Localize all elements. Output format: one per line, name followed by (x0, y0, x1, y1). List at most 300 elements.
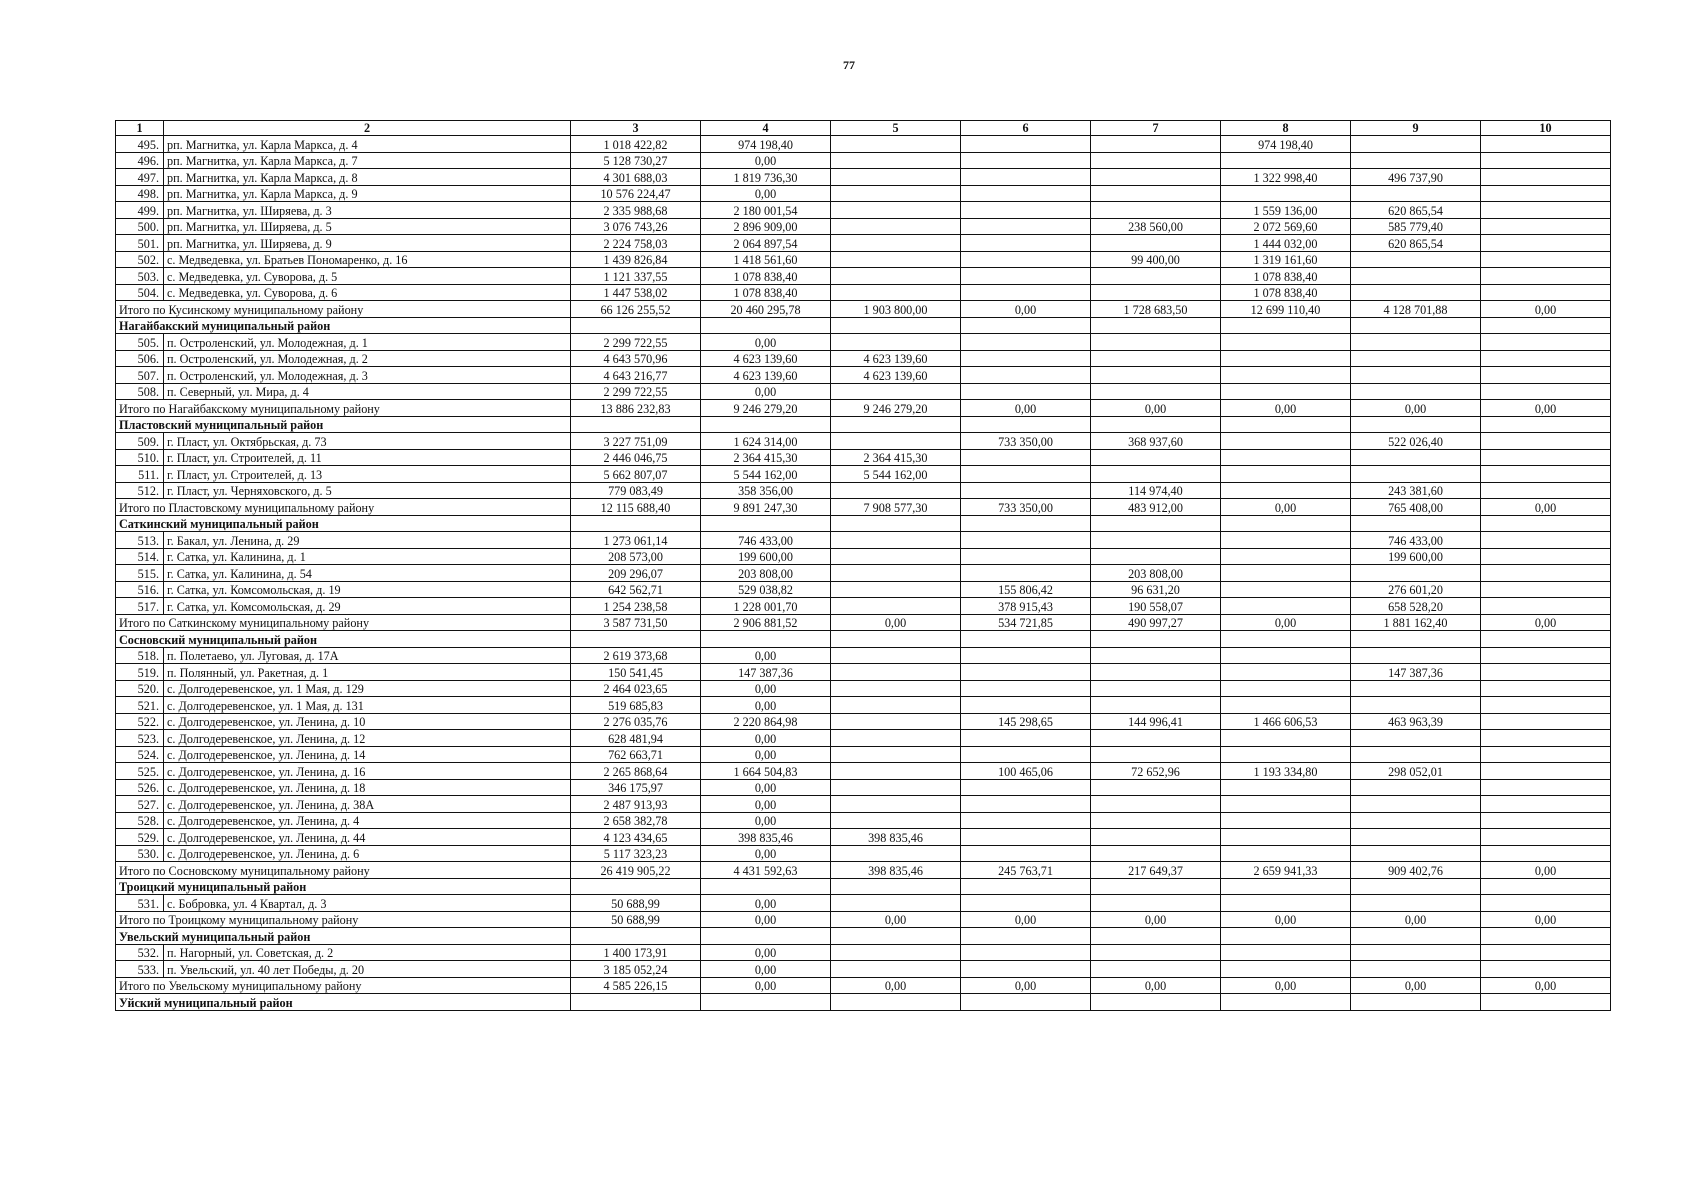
empty-cell (571, 994, 701, 1011)
column-number-header: 2 (164, 121, 571, 136)
amount-cell (1091, 647, 1221, 664)
total-amount-cell: 0,00 (701, 911, 831, 928)
empty-cell (1351, 317, 1481, 334)
amount-cell (961, 185, 1091, 202)
amount-cell (1221, 746, 1351, 763)
amount-cell (961, 895, 1091, 912)
table-row (116, 284, 1611, 301)
amount-cell: 1 559 136,00 (1221, 202, 1351, 219)
amount-cell (1091, 829, 1221, 846)
amount-cell: 0,00 (701, 746, 831, 763)
region-heading: Пластовский муниципальный район (116, 416, 571, 433)
amount-cell (1351, 944, 1481, 961)
amount-cell: 114 974,40 (1091, 482, 1221, 499)
row-number: 526. (116, 779, 164, 796)
amount-cell (1481, 713, 1611, 730)
amount-cell (961, 845, 1091, 862)
total-amount-cell: 20 460 295,78 (701, 301, 831, 318)
empty-cell (1091, 928, 1221, 945)
amount-cell (1091, 284, 1221, 301)
table-row (116, 152, 1611, 169)
table-row (116, 482, 1611, 499)
region-heading: Увельский муниципальный район (116, 928, 571, 945)
amount-cell (1091, 697, 1221, 714)
amount-cell: 346 175,97 (571, 779, 701, 796)
amount-cell: 2 619 373,68 (571, 647, 701, 664)
amount-cell (1481, 251, 1611, 268)
empty-cell (701, 631, 831, 648)
total-amount-cell: 0,00 (1221, 977, 1351, 994)
amount-cell (961, 961, 1091, 978)
amount-cell: 72 652,96 (1091, 763, 1221, 780)
amount-cell (1351, 961, 1481, 978)
empty-cell (1221, 878, 1351, 895)
total-amount-cell: 0,00 (1351, 400, 1481, 417)
amount-cell: 762 663,71 (571, 746, 701, 763)
empty-cell (1351, 416, 1481, 433)
amount-cell (831, 763, 961, 780)
amount-cell: 1 444 032,00 (1221, 235, 1351, 252)
amount-cell: 1 078 838,40 (1221, 284, 1351, 301)
amount-cell: 746 433,00 (1351, 532, 1481, 549)
address-cell: с. Медведевка, ул. Суворова, д. 5 (164, 268, 571, 285)
empty-cell (1091, 878, 1221, 895)
address-cell: с. Долгодеревенское, ул. Ленина, д. 44 (164, 829, 571, 846)
amount-cell (831, 796, 961, 813)
amount-cell (961, 482, 1091, 499)
row-number: 507. (116, 367, 164, 384)
empty-cell (1221, 994, 1351, 1011)
amount-cell: 1 319 161,60 (1221, 251, 1351, 268)
region-heading: Троицкий муниципальный район (116, 878, 571, 895)
amount-cell (1351, 647, 1481, 664)
row-number: 533. (116, 961, 164, 978)
row-number: 496. (116, 152, 164, 169)
amount-cell (1481, 136, 1611, 153)
amount-cell (1481, 730, 1611, 747)
amount-cell: 0,00 (701, 895, 831, 912)
empty-cell (1091, 994, 1221, 1011)
total-amount-cell: 0,00 (1481, 499, 1611, 516)
row-number: 524. (116, 746, 164, 763)
amount-cell (831, 581, 961, 598)
total-amount-cell: 26 419 905,22 (571, 862, 701, 879)
amount-cell (1221, 548, 1351, 565)
amount-cell (961, 944, 1091, 961)
amount-cell: 4 643 570,96 (571, 350, 701, 367)
amount-cell (961, 647, 1091, 664)
amount-cell: 4 623 139,60 (701, 350, 831, 367)
amount-cell: 5 128 730,27 (571, 152, 701, 169)
total-amount-cell: 0,00 (1221, 499, 1351, 516)
amount-cell (1351, 334, 1481, 351)
amount-cell: 658 528,20 (1351, 598, 1481, 615)
amount-cell: 2 335 988,68 (571, 202, 701, 219)
empty-cell (1091, 416, 1221, 433)
amount-cell: 1 400 173,91 (571, 944, 701, 961)
amount-cell (1221, 367, 1351, 384)
amount-cell (1351, 812, 1481, 829)
table-row (116, 664, 1611, 681)
address-cell: рп. Магнитка, ул. Карла Маркса, д. 8 (164, 169, 571, 186)
row-number: 518. (116, 647, 164, 664)
address-cell: г. Сатка, ул. Калинина, д. 1 (164, 548, 571, 565)
row-number: 503. (116, 268, 164, 285)
amount-cell (961, 829, 1091, 846)
total-amount-cell: 2 906 881,52 (701, 614, 831, 631)
address-cell: с. Долгодеревенское, ул. Ленина, д. 16 (164, 763, 571, 780)
amount-cell (1221, 185, 1351, 202)
amount-cell (961, 152, 1091, 169)
empty-cell (571, 631, 701, 648)
amount-cell (1481, 697, 1611, 714)
amount-cell: 96 631,20 (1091, 581, 1221, 598)
total-amount-cell: 9 891 247,30 (701, 499, 831, 516)
amount-cell: 0,00 (701, 796, 831, 813)
amount-cell (1481, 383, 1611, 400)
amount-cell (1481, 449, 1611, 466)
total-amount-cell: 0,00 (1481, 614, 1611, 631)
amount-cell (831, 334, 961, 351)
total-amount-cell: 0,00 (1091, 400, 1221, 417)
amount-cell (1481, 664, 1611, 681)
empty-cell (1351, 878, 1481, 895)
amount-cell (831, 185, 961, 202)
table-row (116, 713, 1611, 730)
amount-cell (1091, 796, 1221, 813)
total-amount-cell: 66 126 255,52 (571, 301, 701, 318)
amount-cell (1481, 829, 1611, 846)
amount-cell (1481, 961, 1611, 978)
amount-cell (1481, 944, 1611, 961)
row-number: 505. (116, 334, 164, 351)
address-cell: с. Медведевка, ул. Суворова, д. 6 (164, 284, 571, 301)
amount-cell (961, 383, 1091, 400)
amount-cell: 0,00 (701, 730, 831, 747)
amount-cell: 208 573,00 (571, 548, 701, 565)
amount-cell (961, 548, 1091, 565)
address-cell: г. Пласт, ул. Строителей, д. 13 (164, 466, 571, 483)
empty-cell (1481, 878, 1611, 895)
amount-cell (1091, 664, 1221, 681)
amount-cell (961, 169, 1091, 186)
total-label: Итого по Нагайбакскому муниципальному району (116, 400, 571, 417)
total-amount-cell: 0,00 (1481, 977, 1611, 994)
row-number: 514. (116, 548, 164, 565)
total-amount-cell: 765 408,00 (1351, 499, 1481, 516)
amount-cell (831, 647, 961, 664)
amount-cell (1221, 796, 1351, 813)
amount-cell: 276 601,20 (1351, 581, 1481, 598)
amount-cell: 0,00 (701, 152, 831, 169)
total-amount-cell: 0,00 (1221, 911, 1351, 928)
amount-cell: 1 624 314,00 (701, 433, 831, 450)
total-amount-cell: 7 908 577,30 (831, 499, 961, 516)
address-cell: с. Долгодеревенское, ул. Ленина, д. 6 (164, 845, 571, 862)
amount-cell: 529 038,82 (701, 581, 831, 598)
amount-cell (1481, 218, 1611, 235)
amount-cell (1351, 284, 1481, 301)
column-number-header: 1 (116, 121, 164, 136)
amount-cell: 2 896 909,00 (701, 218, 831, 235)
amount-cell: 10 576 224,47 (571, 185, 701, 202)
region-row (116, 994, 1611, 1011)
amount-cell (961, 218, 1091, 235)
amount-cell: 0,00 (701, 185, 831, 202)
amount-cell (1351, 136, 1481, 153)
empty-cell (831, 317, 961, 334)
financing-table (115, 120, 1611, 1011)
empty-cell (1091, 317, 1221, 334)
amount-cell: 5 544 162,00 (831, 466, 961, 483)
amount-cell: 1 254 238,58 (571, 598, 701, 615)
amount-cell (831, 598, 961, 615)
amount-cell: 100 465,06 (961, 763, 1091, 780)
row-number: 527. (116, 796, 164, 813)
amount-cell: 398 835,46 (831, 829, 961, 846)
row-number: 500. (116, 218, 164, 235)
address-cell: г. Пласт, ул. Октябрьская, д. 73 (164, 433, 571, 450)
column-number-header: 3 (571, 121, 701, 136)
amount-cell (1481, 202, 1611, 219)
table-row (116, 730, 1611, 747)
table-row (116, 796, 1611, 813)
table-row (116, 235, 1611, 252)
empty-cell (1481, 515, 1611, 532)
amount-cell: 2 364 415,30 (701, 449, 831, 466)
row-number: 515. (116, 565, 164, 582)
amount-cell (961, 251, 1091, 268)
amount-cell (1091, 730, 1221, 747)
amount-cell (1091, 845, 1221, 862)
amount-cell: 2 464 023,65 (571, 680, 701, 697)
empty-cell (1351, 994, 1481, 1011)
row-number: 519. (116, 664, 164, 681)
amount-cell (1351, 845, 1481, 862)
region-row (116, 878, 1611, 895)
amount-cell (1221, 565, 1351, 582)
amount-cell (961, 680, 1091, 697)
total-amount-cell: 2 659 941,33 (1221, 862, 1351, 879)
table-row (116, 218, 1611, 235)
total-amount-cell: 733 350,00 (961, 499, 1091, 516)
amount-cell: 2 220 864,98 (701, 713, 831, 730)
amount-cell: 3 185 052,24 (571, 961, 701, 978)
empty-cell (961, 928, 1091, 945)
amount-cell (1221, 647, 1351, 664)
row-number: 506. (116, 350, 164, 367)
amount-cell: 1 447 538,02 (571, 284, 701, 301)
amount-cell (831, 152, 961, 169)
row-number: 529. (116, 829, 164, 846)
table-row (116, 350, 1611, 367)
table-row (116, 779, 1611, 796)
amount-cell (1351, 697, 1481, 714)
amount-cell (1481, 565, 1611, 582)
total-row (116, 911, 1611, 928)
amount-cell (831, 680, 961, 697)
amount-cell: 0,00 (701, 647, 831, 664)
total-amount-cell: 4 585 226,15 (571, 977, 701, 994)
address-cell: с. Медведевка, ул. Братьев Пономаренко, д. 16 (164, 251, 571, 268)
amount-cell: 2 064 897,54 (701, 235, 831, 252)
total-amount-cell: 0,00 (1351, 977, 1481, 994)
amount-cell (1481, 763, 1611, 780)
amount-cell (1221, 845, 1351, 862)
amount-cell (961, 779, 1091, 796)
amount-cell: 2 299 722,55 (571, 334, 701, 351)
amount-cell (961, 235, 1091, 252)
total-amount-cell: 4 128 701,88 (1351, 301, 1481, 318)
amount-cell: 190 558,07 (1091, 598, 1221, 615)
amount-cell: 746 433,00 (701, 532, 831, 549)
amount-cell (1091, 334, 1221, 351)
row-number: 497. (116, 169, 164, 186)
amount-cell: 2 658 382,78 (571, 812, 701, 829)
table-row (116, 763, 1611, 780)
amount-cell (1221, 581, 1351, 598)
address-cell: с. Долгодеревенское, ул. Ленина, д. 14 (164, 746, 571, 763)
row-number: 528. (116, 812, 164, 829)
row-number: 501. (116, 235, 164, 252)
row-number: 495. (116, 136, 164, 153)
address-cell: п. Нагорный, ул. Советская, д. 2 (164, 944, 571, 961)
amount-cell: 620 865,54 (1351, 235, 1481, 252)
empty-cell (1221, 416, 1351, 433)
amount-cell: 1 466 606,53 (1221, 713, 1351, 730)
address-cell: с. Долгодеревенское, ул. 1 Мая, д. 129 (164, 680, 571, 697)
amount-cell (961, 730, 1091, 747)
amount-cell (961, 367, 1091, 384)
address-cell: п. Остроленский, ул. Молодежная, д. 1 (164, 334, 571, 351)
address-cell: п. Полетаево, ул. Луговая, д. 17А (164, 647, 571, 664)
empty-cell (701, 416, 831, 433)
amount-cell (1221, 779, 1351, 796)
amount-cell (831, 268, 961, 285)
total-amount-cell: 3 587 731,50 (571, 614, 701, 631)
table-row (116, 449, 1611, 466)
amount-cell (1091, 383, 1221, 400)
table-row (116, 268, 1611, 285)
amount-cell (1091, 449, 1221, 466)
total-amount-cell: 0,00 (961, 977, 1091, 994)
table-row (116, 202, 1611, 219)
empty-cell (831, 994, 961, 1011)
amount-cell (1351, 565, 1481, 582)
amount-cell (1221, 334, 1351, 351)
amount-cell: 1 078 838,40 (701, 268, 831, 285)
amount-cell (1091, 466, 1221, 483)
address-cell: с. Долгодеревенское, ул. Ленина, д. 18 (164, 779, 571, 796)
amount-cell (831, 532, 961, 549)
column-number-header: 4 (701, 121, 831, 136)
amount-cell (831, 961, 961, 978)
amount-cell (1221, 532, 1351, 549)
empty-cell (1221, 515, 1351, 532)
amount-cell: 199 600,00 (701, 548, 831, 565)
table-row (116, 383, 1611, 400)
row-number: 504. (116, 284, 164, 301)
amount-cell: 243 381,60 (1351, 482, 1481, 499)
column-number-header: 8 (1221, 121, 1351, 136)
amount-cell: 0,00 (701, 383, 831, 400)
address-cell: рп. Магнитка, ул. Карла Маркса, д. 4 (164, 136, 571, 153)
amount-cell: 585 779,40 (1351, 218, 1481, 235)
amount-cell: 0,00 (701, 334, 831, 351)
amount-cell (1351, 350, 1481, 367)
region-heading: Саткинский муниципальный район (116, 515, 571, 532)
total-label: Итого по Троицкому муниципальному району (116, 911, 571, 928)
table-row (116, 185, 1611, 202)
empty-cell (1221, 928, 1351, 945)
amount-cell (831, 433, 961, 450)
amount-cell: 2 276 035,76 (571, 713, 701, 730)
amount-cell (1481, 350, 1611, 367)
row-number: 512. (116, 482, 164, 499)
amount-cell: 1 193 334,80 (1221, 763, 1351, 780)
amount-cell (1221, 961, 1351, 978)
amount-cell (1221, 466, 1351, 483)
amount-cell: 155 806,42 (961, 581, 1091, 598)
amount-cell: 496 737,90 (1351, 169, 1481, 186)
amount-cell: 150 541,45 (571, 664, 701, 681)
empty-cell (831, 416, 961, 433)
table-row (116, 746, 1611, 763)
amount-cell (831, 697, 961, 714)
amount-cell (1351, 746, 1481, 763)
address-cell: рп. Магнитка, ул. Ширяева, д. 9 (164, 235, 571, 252)
amount-cell (1221, 152, 1351, 169)
amount-cell: 2 446 046,75 (571, 449, 701, 466)
amount-cell (961, 664, 1091, 681)
amount-cell (1091, 944, 1221, 961)
amount-cell (961, 697, 1091, 714)
table-row (116, 581, 1611, 598)
empty-cell (831, 515, 961, 532)
region-row (116, 317, 1611, 334)
table-row (116, 251, 1611, 268)
amount-cell (1351, 185, 1481, 202)
region-heading: Уйский муниципальный район (116, 994, 571, 1011)
amount-cell (1221, 433, 1351, 450)
row-number: 532. (116, 944, 164, 961)
table-row (116, 598, 1611, 615)
total-amount-cell: 1 728 683,50 (1091, 301, 1221, 318)
empty-cell (831, 928, 961, 945)
amount-cell: 1 121 337,55 (571, 268, 701, 285)
table-row (116, 433, 1611, 450)
total-row (116, 977, 1611, 994)
amount-cell: 298 052,01 (1351, 763, 1481, 780)
amount-cell (831, 482, 961, 499)
column-number-header: 7 (1091, 121, 1221, 136)
row-number: 530. (116, 845, 164, 862)
amount-cell (961, 532, 1091, 549)
amount-cell (961, 796, 1091, 813)
amount-cell (831, 779, 961, 796)
amount-cell: 4 643 216,77 (571, 367, 701, 384)
amount-cell (1091, 779, 1221, 796)
amount-cell: 144 996,41 (1091, 713, 1221, 730)
amount-cell (961, 284, 1091, 301)
amount-cell: 4 623 139,60 (831, 367, 961, 384)
total-label: Итого по Сосновскому муниципальному району (116, 862, 571, 879)
empty-cell (831, 878, 961, 895)
amount-cell (831, 284, 961, 301)
address-cell: с. Долгодеревенское, ул. Ленина, д. 38А (164, 796, 571, 813)
table-row (116, 944, 1611, 961)
amount-cell (1221, 383, 1351, 400)
